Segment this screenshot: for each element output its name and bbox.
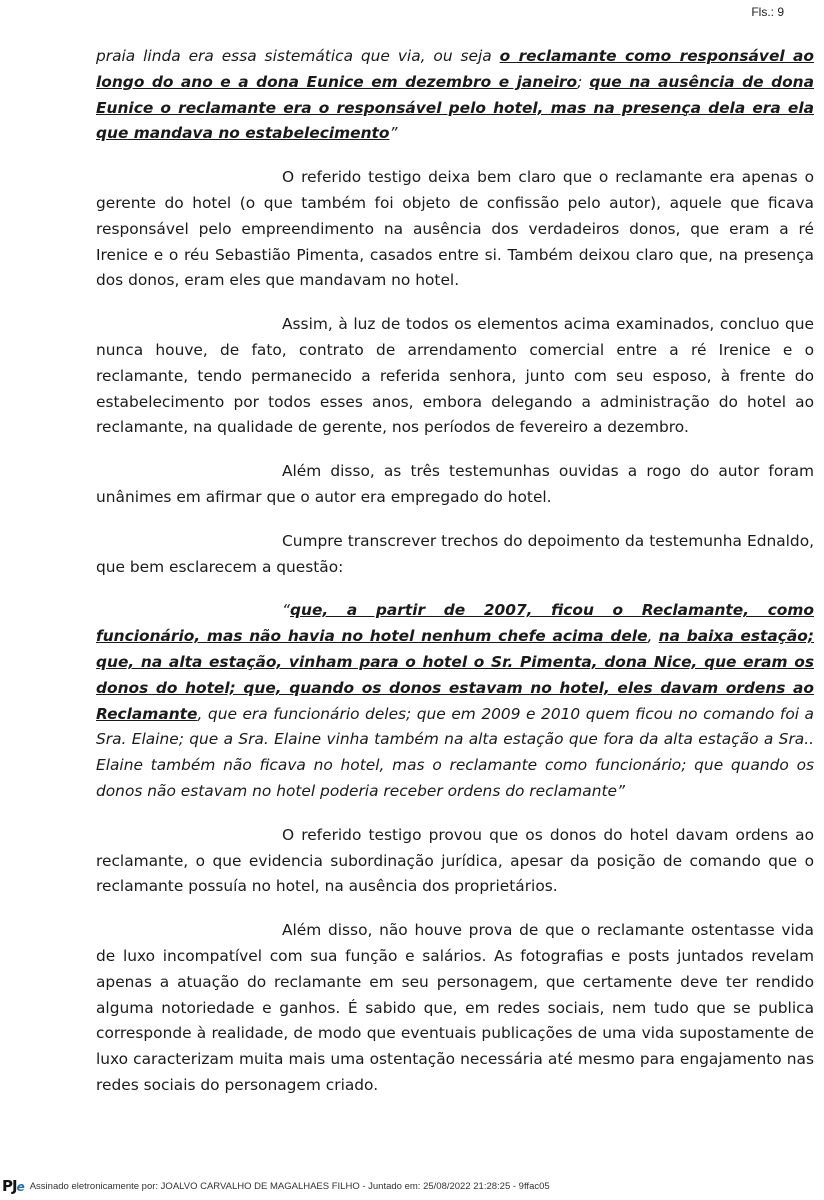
quote-text: ” <box>389 124 398 143</box>
body-paragraph: O referido testigo deixa bem claro que o reclamante era apenas o gerente do hotel (o que também foi objeto de confissão pelo autor), aquele que ficava responsável pelo empreendimento na ausência dos verdadeiros donos, que eram a ré Irenice e o réu Sebastião Pimenta, casados entre si. Também deixou claro que, na presença dos donos, eram eles que mandavam no hotel. <box>96 168 814 290</box>
document-body <box>96 44 814 1117</box>
quote-text: , que era funcionário deles; que em 2009 e 2010 quem ficou no comando foi a Sra. Elaine; que a Sra. Elaine vinha também na alta estação que fora da alta estação a Sra.. Elaine também não ficava no hotel, mas o reclamante como funcionário; que quando os donos não estavam no hotel poderia receber ordens do reclamante” <box>96 704 814 800</box>
body-paragraph: Além disso, as três testemunhas ouvidas a rogo do autor foram unânimes em afirmar que o autor era empregado do hotel. <box>96 462 814 506</box>
quote-highlight: que, a partir de 2007, ficou o Reclamante, como funcionário, mas não havia no hotel nenhum chefe acima dele <box>96 601 814 646</box>
quote-text: , <box>647 627 659 646</box>
quote-paragraph-2 <box>96 598 814 804</box>
quote-highlight: o reclamante como responsável ao longo do ano e a dona Eunice em dezembro e janeiro <box>96 47 814 91</box>
quote-paragraph-1 <box>96 44 814 147</box>
pje-logo: PJe <box>2 1177 24 1195</box>
quote-text: praia linda era essa sistemática que via, ou seja <box>96 47 500 65</box>
signature-footer <box>2 1178 550 1194</box>
body-paragraph: Assim, à luz de todos os elementos acima examinados, concluo que nunca houve, de fato, contrato de arrendamento comercial entre a ré Irenice e o reclamante, tendo permanecido a referida senhora, junto com seu esposo, à frente do estabelecimento por todos esses anos, embora delegando a administração do hotel ao reclamante, na qualidade de gerente, nos períodos de fevereiro a dezembro. <box>96 315 814 437</box>
page-number: Fls.: 9 <box>751 5 784 19</box>
body-paragraph: Cumpre transcrever trechos do depoimento da testemunha Ednaldo, que bem esclarecem a questão: <box>96 531 814 576</box>
quote-text: ; <box>577 72 590 91</box>
quote-text: “ <box>282 601 290 620</box>
body-paragraph: O referido testigo provou que os donos do hotel davam ordens ao reclamante, o que evidencia subordinação jurídica, apesar da posição de comando que o reclamante possuía no hotel, na ausência dos proprietários. <box>96 825 814 896</box>
signature-text: Assinado eletronicamente por: JOALVO CARVALHO DE MAGALHAES FILHO - Juntado em: 25/08/2022 21:28:25 - 9ffac05 <box>29 1180 550 1192</box>
quote-highlight: na baixa estação; que, na alta estação, vinham para o hotel o Sr. Pimenta, dona Nice, que eram os donos do hotel; que, quando os donos estavam no hotel, eles davam ordens ao Reclamante <box>96 627 814 723</box>
quote-highlight: que na ausência de dona Eunice o reclamante era o responsável pelo hotel, mas na presença dela era ela que mandava no estabelecimento <box>96 72 815 143</box>
body-paragraph: Além disso, não houve prova de que o reclamante ostentasse vida de luxo incompatível com sua função e salários. As fotografias e posts juntados revelam apenas a atuação do reclamante em seu personagem, que certamente deve ter rendido alguma notoriedade e ganhos. É sabido que, em redes sociais, nem tudo que se publica corresponde à realidade, de modo que eventuais publicações de uma vida supostamente de luxo caracterizam muita mais uma ostentação necessária até mesmo para engajamento nas redes sociais do personagem criado. <box>96 921 814 1094</box>
